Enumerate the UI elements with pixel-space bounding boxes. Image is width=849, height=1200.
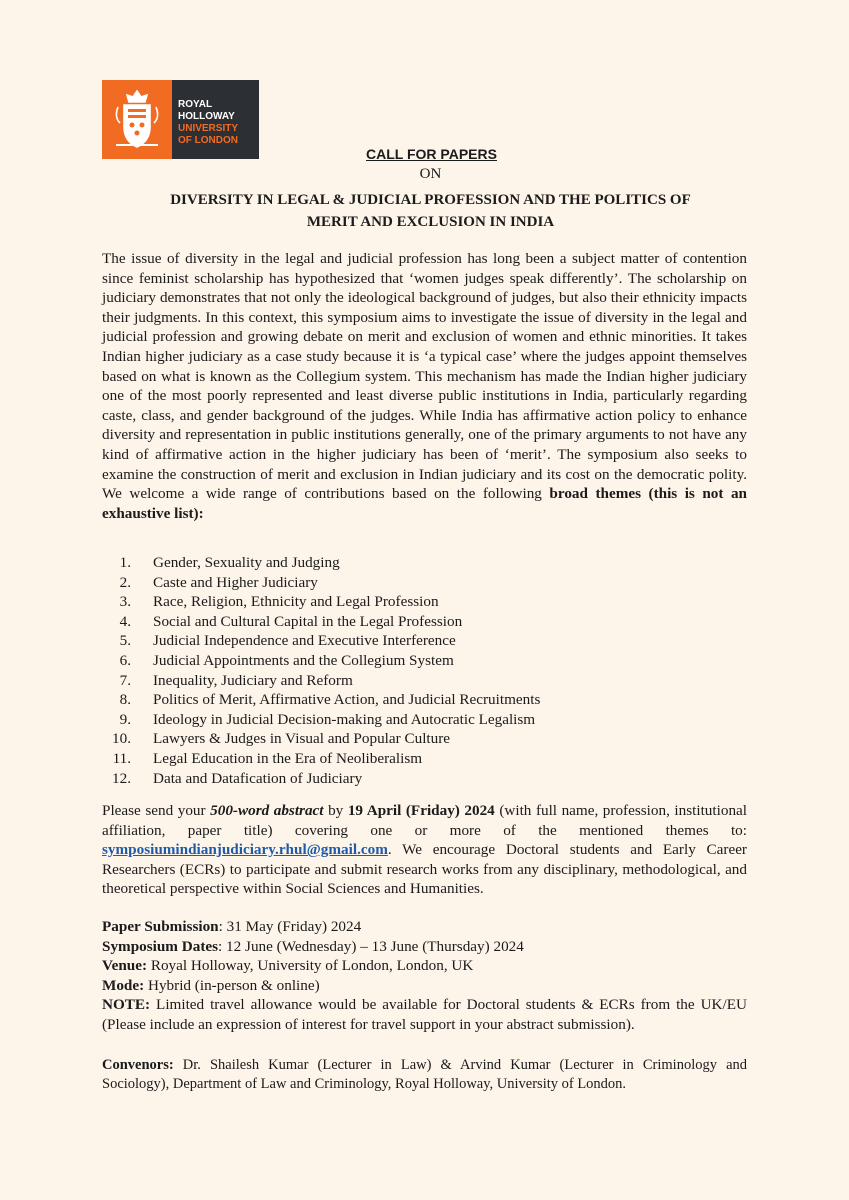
- list-text: Race, Religion, Ethnicity and Legal Profession: [153, 593, 439, 611]
- mode-value: Hybrid (in-person & online): [144, 976, 320, 994]
- intro-text: The issue of diversity in the legal and judicial profession has long been a subject matter of contention since feminist scholarship has hypothesized that ‘women judges speak differently’. The scholarship on judiciary demonstrates that not only the ideological background of judges, but also their ethnicity impacts their judgments. In this context, this symposium aims to investigate the issue of diversity in the legal and judicial profession and growing debate on merit and exclusion of women and ethnic minorities. It takes Indian higher judiciary as a case study because it is ‘a typical case’ where the judges appoint themselves based on what is known as the Collegium system. This mechanism has made the Indian higher judiciary one of the most poorly represented and least diverse public institutions in India, particularly regarding caste, class, and gender background of the judges. While India has affirmative action policy to enhance diversity and representation in public institutions generally, one of the primary arguments to not have any kind of affirmative action in the higher judiciary has been of ‘merit’. The symposium also seeks to examine the construction of merit and exclusion in Indian judiciary and its cost on the democratic polity. We welcome a wide range of contributions based on the following: [102, 250, 747, 503]
- submission-text-2: by: [323, 802, 348, 819]
- list-item: [103, 729, 540, 749]
- list-number: 3.: [119, 593, 131, 611]
- mode-label: Mode:: [102, 976, 145, 994]
- list-item: [103, 553, 540, 573]
- event-details: [102, 917, 747, 1035]
- list-text: Gender, Sexuality and Judging: [153, 554, 340, 571]
- list-item: [103, 592, 540, 612]
- list-item: [103, 612, 540, 632]
- venue-value: Royal Holloway, University of London, London, UK: [147, 957, 474, 975]
- paper-submission-value: : 31 May (Friday) 2024: [218, 918, 362, 935]
- mode-row: [102, 976, 747, 996]
- themes-list: [103, 553, 540, 788]
- list-text: Politics of Merit, Affirmative Action, and Judicial Recruitments: [153, 691, 541, 709]
- title-line-2: MERIT AND EXCLUSION IN INDIA: [306, 214, 555, 230]
- list-item: [103, 631, 540, 651]
- symposium-dates-label: Symposium Dates: [102, 937, 219, 955]
- venue-row: [102, 956, 747, 976]
- paper-submission-row: [102, 917, 747, 937]
- convenors-label: Convenors:: [102, 1057, 174, 1073]
- submission-text-4: . We encourage Doctoral students and Early Career Researchers (ECRs) to participate and submit research works from any disciplinary, methodological, and theoretical perspective within Social Sciences and Humanities.: [102, 841, 747, 898]
- submission-text-3: (with full name, profession, institutional affiliation, paper title) covering one or more of the mentioned themes to:: [102, 802, 747, 839]
- list-number: 6.: [119, 651, 131, 669]
- list-text: Judicial Independence and Executive Interference: [153, 632, 456, 650]
- list-number: 10.: [112, 730, 131, 748]
- list-number: 4.: [119, 612, 131, 630]
- symposium-dates-value: : 12 June (Wednesday) – 13 June (Thursday) 2024: [218, 937, 524, 955]
- paper-submission-label: Paper Submission: [102, 918, 219, 935]
- list-item: [103, 749, 540, 769]
- list-text: Legal Education in the Era of Neoliberalism: [153, 749, 423, 767]
- call-for-papers-heading: CALL FOR PAPERS: [366, 146, 497, 162]
- list-number: 9.: [119, 710, 131, 728]
- convenors-text: Dr. Shailesh Kumar (Lecturer in Law) & Arvind Kumar (Lecturer in Criminology and Sociology), Department of Law and Criminology, Royal Holloway, University of London.: [102, 1057, 747, 1092]
- list-text: Ideology in Judicial Decision-making and Autocratic Legalism: [153, 710, 536, 728]
- intro-bold-tail: broad themes (this is not an exhaustive list):: [102, 485, 747, 522]
- list-text: Social and Cultural Capital in the Legal Profession: [153, 612, 463, 630]
- list-item: [103, 671, 540, 691]
- list-item: [103, 573, 540, 593]
- page-title: [6, 189, 849, 233]
- list-number: 11.: [112, 749, 131, 767]
- list-item: [103, 651, 540, 671]
- list-text: Caste and Higher Judiciary: [153, 573, 318, 591]
- abstract-length: 500-word abstract: [210, 802, 324, 819]
- list-text: Lawyers & Judges in Visual and Popular Culture: [153, 730, 451, 748]
- list-number: 5.: [119, 632, 131, 650]
- logo-line3: UNIVERSITY: [178, 122, 239, 134]
- venue-label: Venue:: [102, 957, 148, 975]
- submission-paragraph: [102, 801, 747, 899]
- logo-line1: ROYAL: [178, 98, 213, 110]
- logo-line2: HOLLOWAY: [178, 110, 235, 122]
- convenors-paragraph: [102, 1056, 747, 1094]
- note-row: [102, 995, 747, 1034]
- list-number: 1.: [119, 554, 131, 571]
- list-item: [103, 769, 540, 789]
- logo-line4: OF LONDON: [178, 134, 238, 146]
- abstract-deadline: 19 April (Friday) 2024: [347, 802, 495, 819]
- list-text: Data and Datafication of Judiciary: [153, 769, 363, 787]
- submission-text-1: Please send your: [102, 802, 211, 819]
- list-number: 8.: [119, 691, 131, 709]
- list-text: Inequality, Judiciary and Reform: [153, 671, 353, 689]
- list-number: 12.: [112, 769, 131, 787]
- list-item: [103, 710, 540, 730]
- list-text: Judicial Appointments and the Collegium System: [153, 651, 454, 669]
- note-label: NOTE:: [102, 996, 151, 1014]
- on-heading: ON: [419, 166, 442, 182]
- note-value: Limited travel allowance would be available for Doctoral students & ECRs from the UK/EU (Please include an expression of interest for travel support in your abstract submission).: [102, 996, 747, 1033]
- email-link[interactable]: symposiumindianjudiciary.rhul@gmail.com: [102, 841, 388, 859]
- intro-paragraph: [102, 249, 747, 523]
- title-line-1: DIVERSITY IN LEGAL & JUDICIAL PROFESSION AND THE POLITICS OF: [170, 192, 691, 208]
- list-number: 7.: [119, 671, 131, 689]
- symposium-dates-row: [102, 937, 747, 957]
- list-item: [103, 690, 540, 710]
- list-number: 2.: [119, 573, 131, 591]
